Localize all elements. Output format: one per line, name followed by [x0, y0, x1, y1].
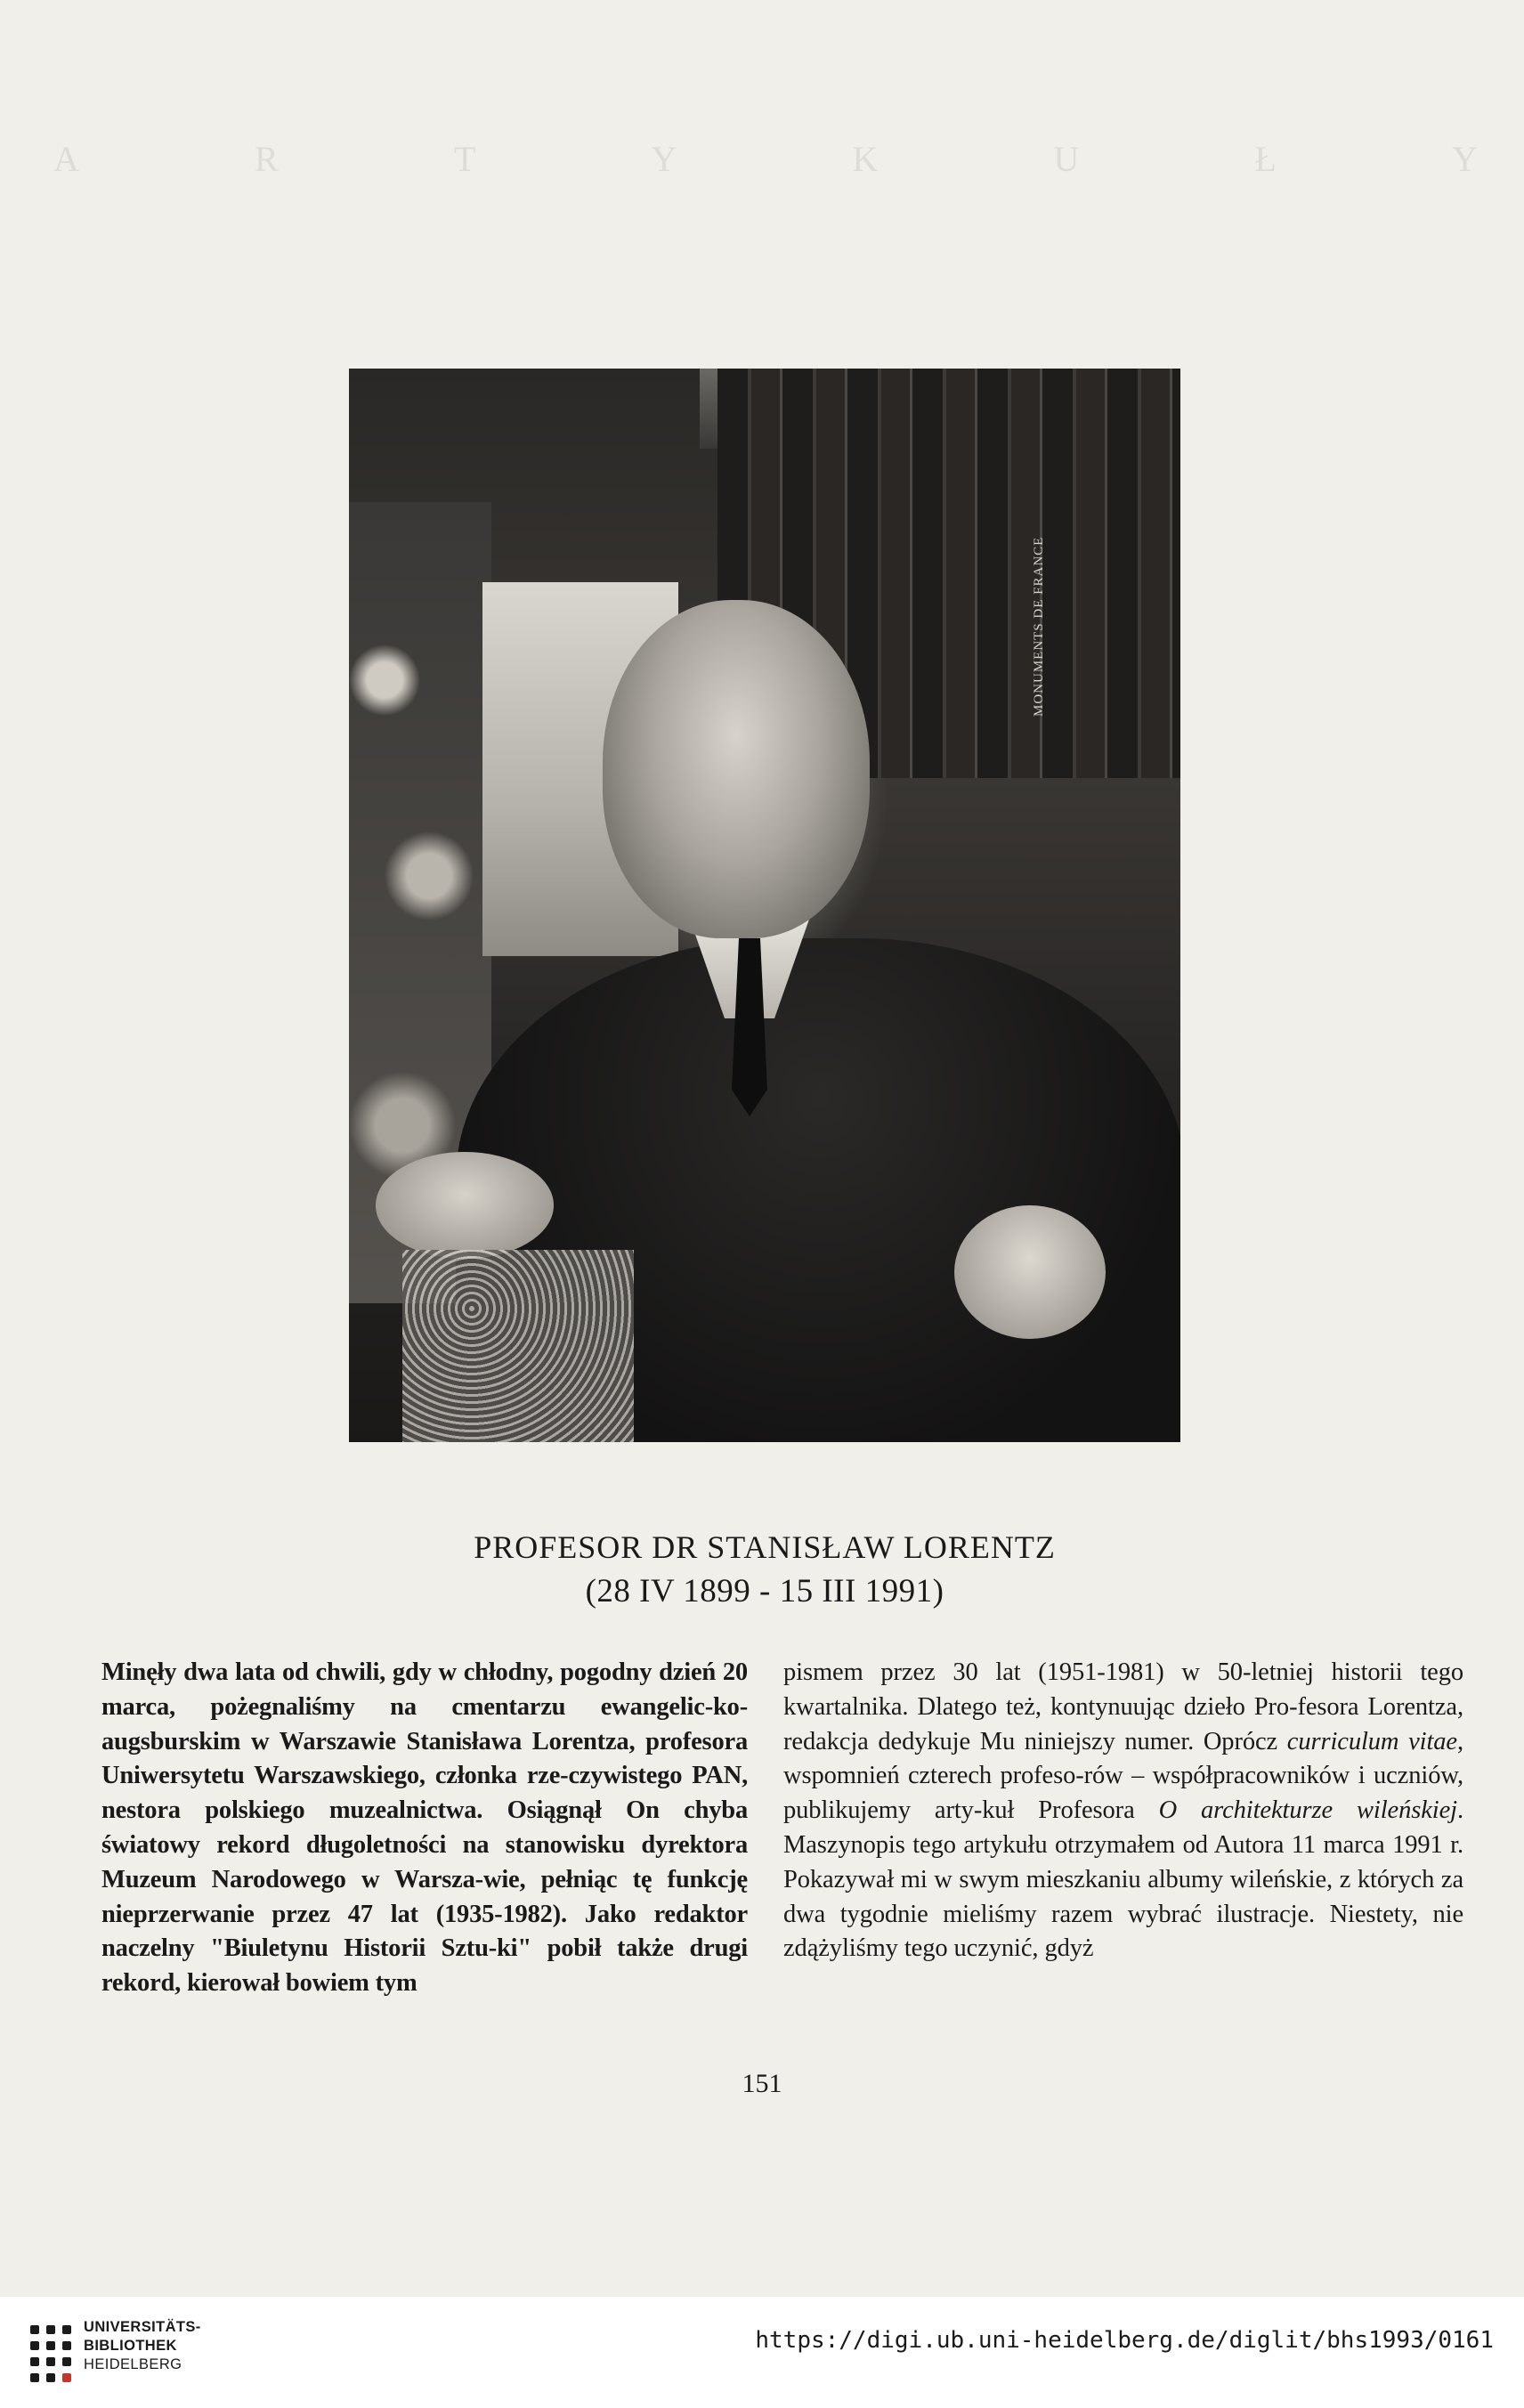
library-name-line: UNIVERSITÄTS-: [84, 2319, 201, 2335]
left-hand: [376, 1152, 554, 1259]
ghost-letter: U: [1053, 139, 1080, 179]
article-title: [349, 1528, 1180, 1611]
ghost-letter: T: [453, 139, 476, 179]
text-run: . Maszynopis tego artykułu otrzymałem od Autora 11 marca 1991 r. Pokazywał mi w swym mieszkaniu albumy wileńskie, z których za dwa tygodnie mieliśmy razem wybrać ilustracje. Niestety, nie zdążyliśmy tego uczynić, gdyż: [783, 1796, 1463, 1963]
ghost-letter: K: [852, 139, 879, 179]
face: [603, 600, 870, 938]
text-run: pismem przez 30 lat (1951-1981) w 50-letniej historii tego kwartalnika. Dlatego też, kontynuując dzieło Pro-fesora Lorentza, redakcja dedykuje Mu niniejszy numer. Oprócz: [783, 1658, 1463, 1755]
book-spine-text: MONUMENTS DE FRANCE: [1032, 536, 1046, 718]
portrait-photo: [349, 369, 1180, 1442]
ghost-letter: Ł: [1254, 139, 1277, 179]
page-number: 151: [742, 2069, 782, 2098]
paragraph-right: [783, 1656, 1463, 1966]
library-name-line: BIBLIOTHEK: [84, 2338, 177, 2354]
italic-text: curriculum vitae: [1286, 1727, 1457, 1755]
ghost-letter: A: [53, 139, 79, 179]
permalink-url[interactable]: https://digi.ub.uni-heidelberg.de/diglit/bhs1993/0161: [755, 2327, 1494, 2354]
library-name-line: HEIDELBERG: [84, 2356, 182, 2372]
library-name: [84, 2318, 201, 2374]
text-run: , wspomnień czterech profeso-rów – współpracowników i uczniów, publikujemy arty-kuł Profesora: [783, 1727, 1463, 1825]
lace-tablecloth: [402, 1250, 634, 1442]
ghost-letter: Y: [651, 139, 677, 179]
ghost-letter: Y: [1452, 139, 1478, 179]
paragraph-left: Minęły dwa lata od chwili, gdy w chłodny, pogodny dzień 20 marca, pożegnaliśmy na cmentarzu ewangelic-ko-augsburskim w Warszawie Stanisława Lorentza, profesora Uniwersytetu Warszawskiego, członka rze-czywistego PAN, nestora polskiego muzealnictwa. Osiągnął On chyba światowy rekord długoletności na stanowisku dyrektora Muzeum Narodowego w Warsza-wie, pełniąc tę funkcję nieprzerwanie przez 47 lat (1935-1982). Jako redaktor naczelny "Biuletynu Historii Sztu-ki" pobił także drugi rekord, kierował bowiem tym: [101, 1658, 748, 1998]
right-hand: [954, 1205, 1106, 1339]
italic-text: O architekturze wileńskiej: [1158, 1796, 1457, 1825]
text-column-left: [101, 1656, 748, 2001]
library-logo-icon: [27, 2322, 75, 2386]
title-name: PROFESOR DR STANISŁAW LORENTZ: [474, 1529, 1056, 1565]
show-through-header: [53, 139, 1478, 179]
ghost-letter: R: [255, 139, 279, 179]
text-column-right: [783, 1656, 1463, 1966]
title-dates: (28 IV 1899 - 15 III 1991): [585, 1573, 944, 1609]
